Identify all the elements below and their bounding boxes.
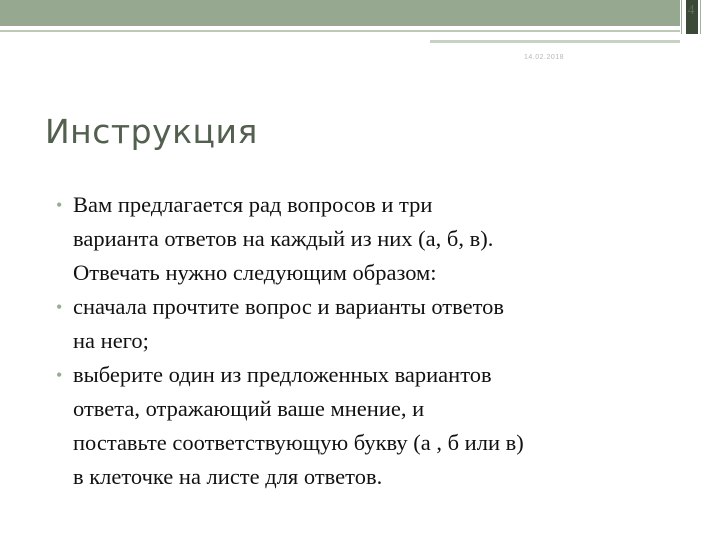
bullet-line: Отвечать нужно следующим образом: <box>73 260 437 285</box>
bullet-line: поставьте соответствующую букву (а , б или в) <box>73 430 524 455</box>
bullet-line: в клеточке на листе для ответов. <box>73 464 383 489</box>
slide-number: 4 <box>687 3 695 18</box>
bullet-marker: • <box>56 297 63 317</box>
bullet-item <box>52 188 692 290</box>
header-vertical-rule-right <box>700 0 701 34</box>
bullet-list <box>52 188 692 494</box>
header-accent-line <box>430 40 680 43</box>
bullet-item <box>52 358 692 494</box>
bullet-line: Вам предлагается рад вопросов и три <box>73 192 433 217</box>
bullet-line: на него; <box>73 328 149 353</box>
top-decorative-bar <box>0 0 680 26</box>
bullet-marker: • <box>56 195 63 215</box>
slide-title: Инструкция <box>45 112 258 151</box>
bullet-line: сначала прочтите вопрос и варианты ответов <box>73 294 505 319</box>
bullet-line: выберите один из предложенных вариантов <box>73 362 492 387</box>
header-vertical-rule-left <box>681 0 682 34</box>
bullet-line: варианта ответов на каждый из них (а, б, в). <box>73 226 494 251</box>
bullet-item <box>52 290 692 358</box>
bullet-line: ответа, отражающий ваше мнение, и <box>73 396 425 421</box>
header-divider-line <box>0 30 680 32</box>
bullet-marker: • <box>56 365 63 385</box>
slide-date: 14.02.2018 <box>524 54 565 61</box>
